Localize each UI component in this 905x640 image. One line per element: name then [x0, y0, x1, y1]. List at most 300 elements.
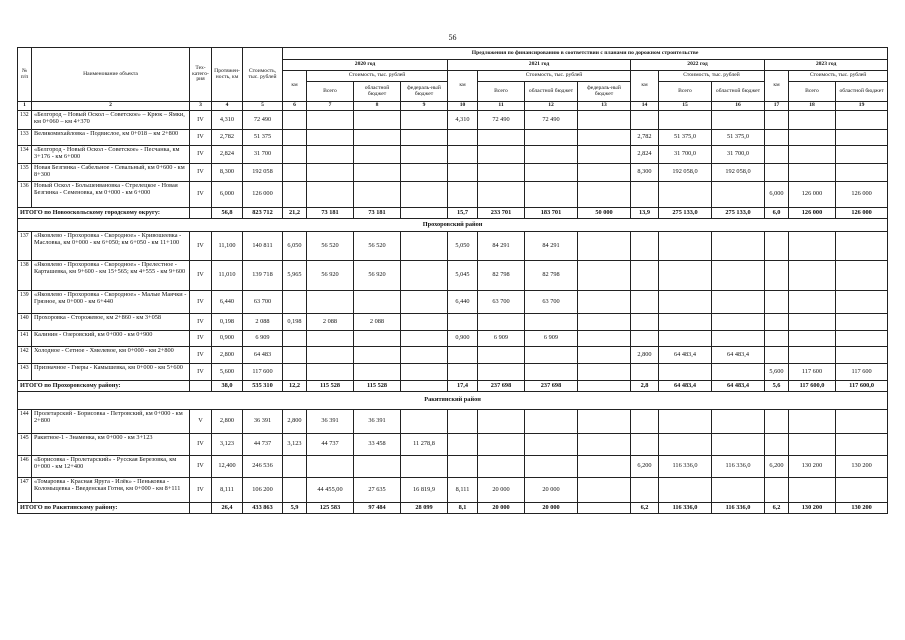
- table-row: [18, 410, 888, 434]
- table-cell: 5,050: [448, 232, 478, 261]
- total-cell: [190, 208, 212, 219]
- table-cell: 6,200: [765, 456, 789, 478]
- total-cell: 13,9: [631, 208, 659, 219]
- total-cell: [578, 503, 631, 514]
- row-number: 135: [18, 164, 32, 182]
- table-cell: 11,100: [212, 232, 243, 261]
- table-cell: [765, 164, 789, 182]
- table-cell: 5,600: [765, 364, 789, 381]
- column-number: 14: [631, 102, 659, 111]
- table-cell: [283, 456, 307, 478]
- table-cell: [307, 364, 354, 381]
- table-cell: [789, 410, 836, 434]
- table-cell: [765, 146, 789, 164]
- table-cell: [712, 261, 765, 291]
- total-cell: 433 863: [243, 503, 283, 514]
- table-cell: IV: [190, 111, 212, 130]
- table-cell: [789, 434, 836, 456]
- header-km-2020: км: [283, 71, 307, 102]
- total-cell: 125 583: [307, 503, 354, 514]
- total-cell: 15,7: [448, 208, 478, 219]
- table-cell: [836, 111, 888, 130]
- table-cell: 72 490: [243, 111, 283, 130]
- table-cell: V: [190, 410, 212, 434]
- total-cell: 237 698: [525, 381, 578, 392]
- table-cell: 117 600: [789, 364, 836, 381]
- header-proposals: Предложения по финансированию в соответствии с планами по дорожном строительстве: [283, 48, 888, 60]
- table-cell: 12,400: [212, 456, 243, 478]
- table-cell: 126 000: [789, 182, 836, 208]
- table-cell: 63 700: [525, 291, 578, 314]
- object-name: «Яковлево - Прохоровка - Скородное» - Кривошеевка - Масловка, км 0+000 - км 6+050; км 6+050 - км 11+100: [32, 232, 190, 261]
- table-cell: [712, 478, 765, 503]
- table-cell: [401, 111, 448, 130]
- table-cell: 27 635: [354, 478, 401, 503]
- object-name: Ракитное-1 - Знаменка, км 0+000 - км 3+123: [32, 434, 190, 456]
- table-cell: [478, 347, 525, 364]
- table-cell: 2,824: [212, 146, 243, 164]
- table-cell: [478, 164, 525, 182]
- table-cell: 117 600: [836, 364, 888, 381]
- table-cell: [307, 164, 354, 182]
- table-cell: [478, 434, 525, 456]
- table-cell: IV: [190, 261, 212, 291]
- table-cell: [789, 478, 836, 503]
- total-cell: 275 133,0: [712, 208, 765, 219]
- table-cell: [525, 314, 578, 331]
- table-cell: [789, 314, 836, 331]
- table-cell: 36 391: [354, 410, 401, 434]
- table-cell: [525, 456, 578, 478]
- table-cell: [354, 182, 401, 208]
- table-cell: [789, 146, 836, 164]
- road-construction-table: [17, 47, 888, 514]
- table-cell: 72 490: [525, 111, 578, 130]
- total-cell: 275 133,0: [659, 208, 712, 219]
- table-cell: 31 700,0: [659, 146, 712, 164]
- total-cell: 6,2: [765, 503, 789, 514]
- table-cell: [659, 478, 712, 503]
- column-number: 3: [190, 102, 212, 111]
- header-regional-2023: областной бюджет: [836, 82, 888, 102]
- table-cell: 2,800: [631, 347, 659, 364]
- table-cell: [836, 314, 888, 331]
- table-cell: IV: [190, 291, 212, 314]
- table-cell: [478, 456, 525, 478]
- table-cell: 8,300: [212, 164, 243, 182]
- table-cell: 6,000: [765, 182, 789, 208]
- column-number: 2: [32, 102, 190, 111]
- object-name: Новая Безгинка - Сабельное - Севальный, км 0+600 - км 8+300: [32, 164, 190, 182]
- table-cell: [631, 410, 659, 434]
- table-cell: 36 391: [307, 410, 354, 434]
- table-cell: [712, 182, 765, 208]
- row-number: 139: [18, 291, 32, 314]
- header-year-2022: 2022 год: [631, 60, 765, 71]
- object-name: Калинин - Озеровский, км 0+000 - км 0+900: [32, 331, 190, 347]
- header-total-2020: Всего: [307, 82, 354, 102]
- table-cell: IV: [190, 478, 212, 503]
- table-cell: [836, 434, 888, 456]
- table-cell: [578, 347, 631, 364]
- table-cell: [765, 314, 789, 331]
- table-cell: [789, 232, 836, 261]
- table-cell: [765, 331, 789, 347]
- table-cell: 64 483,4: [659, 347, 712, 364]
- table-cell: [836, 261, 888, 291]
- table-cell: [354, 291, 401, 314]
- table-cell: [836, 347, 888, 364]
- table-cell: [836, 331, 888, 347]
- table-row: [18, 182, 888, 208]
- table-cell: [836, 130, 888, 146]
- table-row: [18, 314, 888, 331]
- table-cell: 82 798: [478, 261, 525, 291]
- table-cell: 31 700,0: [712, 146, 765, 164]
- table-cell: [448, 314, 478, 331]
- total-row: [18, 503, 888, 514]
- total-cell: 116 336,0: [659, 503, 712, 514]
- header-total-2022: Всего: [659, 82, 712, 102]
- total-cell: 115 528: [307, 381, 354, 392]
- table-cell: 6,200: [631, 456, 659, 478]
- object-name: Пролетарский - Борисовка - Петровский, км 0+000 - км 2+800: [32, 410, 190, 434]
- total-cell: 26,4: [212, 503, 243, 514]
- total-cell: 116 336,0: [712, 503, 765, 514]
- table-cell: 140 811: [243, 232, 283, 261]
- table-cell: [307, 291, 354, 314]
- table-cell: [525, 364, 578, 381]
- table-cell: 44 737: [243, 434, 283, 456]
- row-number: 142: [18, 347, 32, 364]
- table-cell: [578, 261, 631, 291]
- header-regional-2022: областной бюджет: [712, 82, 765, 102]
- table-cell: 36 391: [243, 410, 283, 434]
- table-cell: 5,965: [283, 261, 307, 291]
- table-cell: [836, 478, 888, 503]
- header-no: № п/п: [18, 48, 32, 102]
- table-cell: [765, 232, 789, 261]
- table-cell: IV: [190, 364, 212, 381]
- table-cell: [401, 146, 448, 164]
- table-cell: [765, 434, 789, 456]
- row-number: 138: [18, 261, 32, 291]
- table-cell: [659, 182, 712, 208]
- table-cell: 44 737: [307, 434, 354, 456]
- total-row: [18, 381, 888, 392]
- table-cell: 72 490: [478, 111, 525, 130]
- table-cell: [448, 410, 478, 434]
- total-cell: 50 000: [578, 208, 631, 219]
- table-row: [18, 434, 888, 456]
- table-cell: 4,310: [212, 111, 243, 130]
- district-heading: Ракитянский район: [18, 392, 888, 410]
- table-cell: [578, 146, 631, 164]
- table-cell: 139 718: [243, 261, 283, 291]
- column-number: 19: [836, 102, 888, 111]
- table-cell: [659, 331, 712, 347]
- header-km-2023: км: [765, 71, 789, 102]
- table-cell: 6,440: [448, 291, 478, 314]
- table-cell: [401, 182, 448, 208]
- table-row: [18, 111, 888, 130]
- header-km-2022: км: [631, 71, 659, 102]
- table-cell: 2,824: [631, 146, 659, 164]
- header-km-2021: км: [448, 71, 478, 102]
- table-cell: [631, 261, 659, 291]
- table-row: [18, 478, 888, 503]
- table-cell: IV: [190, 130, 212, 146]
- table-cell: [765, 291, 789, 314]
- table-cell: [283, 291, 307, 314]
- total-cell: 117 600,0: [789, 381, 836, 392]
- table-cell: [478, 182, 525, 208]
- header-total-2021: Всего: [478, 82, 525, 102]
- table-cell: 84 291: [478, 232, 525, 261]
- table-cell: [789, 347, 836, 364]
- table-cell: 11 278,8: [401, 434, 448, 456]
- total-cell: [190, 381, 212, 392]
- table-cell: 64 483: [243, 347, 283, 364]
- table-cell: 56 920: [354, 261, 401, 291]
- table-cell: 33 458: [354, 434, 401, 456]
- total-cell: 73 181: [354, 208, 401, 219]
- table-cell: [448, 364, 478, 381]
- table-cell: 20 000: [478, 478, 525, 503]
- table-cell: 44 455,00: [307, 478, 354, 503]
- table-cell: IV: [190, 182, 212, 208]
- table-cell: [283, 347, 307, 364]
- total-cell: 5,9: [283, 503, 307, 514]
- header-length: Протяжен-ность, км: [212, 48, 243, 102]
- table-cell: [631, 232, 659, 261]
- row-number: 143: [18, 364, 32, 381]
- table-cell: [525, 434, 578, 456]
- header-year-2021: 2021 год: [448, 60, 631, 71]
- table-cell: 3,123: [212, 434, 243, 456]
- total-label: ИТОГО по Новооскольскому городскому округу:: [18, 208, 190, 219]
- total-cell: 6,2: [631, 503, 659, 514]
- header-category: Тех-катего-рия: [190, 48, 212, 102]
- table-cell: 2,800: [212, 410, 243, 434]
- table-cell: 16 819,9: [401, 478, 448, 503]
- total-cell: 126 000: [789, 208, 836, 219]
- table-cell: 192 058,0: [659, 164, 712, 182]
- object-name: Призначное - Гнеры - Камышевка, км 0+000 - км 5+600: [32, 364, 190, 381]
- table-cell: [283, 146, 307, 164]
- table-cell: [659, 111, 712, 130]
- table-cell: [578, 478, 631, 503]
- table-cell: [631, 434, 659, 456]
- table-cell: [354, 347, 401, 364]
- object-name: «Белгород - Новый Оскол - Советское» - Песчанка, км 3+176 - км 6+000: [32, 146, 190, 164]
- table-cell: [578, 232, 631, 261]
- district-heading: Прохоровский район: [18, 219, 888, 232]
- table-cell: [478, 410, 525, 434]
- row-number: 134: [18, 146, 32, 164]
- table-cell: [765, 478, 789, 503]
- table-cell: 8,111: [448, 478, 478, 503]
- table-cell: [578, 364, 631, 381]
- table-row: [18, 164, 888, 182]
- table-cell: 56 920: [307, 261, 354, 291]
- table-cell: [578, 331, 631, 347]
- table-cell: 6,000: [212, 182, 243, 208]
- table-cell: 20 000: [525, 478, 578, 503]
- table-cell: [836, 146, 888, 164]
- total-cell: 535 310: [243, 381, 283, 392]
- table-cell: [525, 164, 578, 182]
- column-number: 16: [712, 102, 765, 111]
- table-cell: [578, 111, 631, 130]
- table-cell: [765, 130, 789, 146]
- row-number: 136: [18, 182, 32, 208]
- table-cell: [283, 130, 307, 146]
- table-cell: [525, 347, 578, 364]
- table-cell: [631, 331, 659, 347]
- table-row: [18, 364, 888, 381]
- table-cell: [283, 164, 307, 182]
- table-cell: [712, 232, 765, 261]
- table-cell: 82 798: [525, 261, 578, 291]
- table-cell: 0,900: [212, 331, 243, 347]
- table-cell: 64 483,4: [712, 347, 765, 364]
- total-cell: 17,4: [448, 381, 478, 392]
- total-cell: 64 483,4: [712, 381, 765, 392]
- row-number: 145: [18, 434, 32, 456]
- table-cell: 5,600: [212, 364, 243, 381]
- total-cell: 8,1: [448, 503, 478, 514]
- table-cell: 2,782: [631, 130, 659, 146]
- column-number: 8: [354, 102, 401, 111]
- total-cell: 64 483,4: [659, 381, 712, 392]
- table-cell: [478, 146, 525, 164]
- table-cell: [478, 130, 525, 146]
- table-cell: [401, 410, 448, 434]
- table-cell: [448, 164, 478, 182]
- table-row: [18, 347, 888, 364]
- table-cell: [401, 130, 448, 146]
- object-name: «Яковлево - Прохоровка - Скородное» - Малые Маячки - Грязное, км 0+000 - км 6+440: [32, 291, 190, 314]
- table-cell: [478, 314, 525, 331]
- table-cell: [712, 314, 765, 331]
- table-cell: [659, 364, 712, 381]
- row-number: 144: [18, 410, 32, 434]
- table-cell: [659, 434, 712, 456]
- row-number: 137: [18, 232, 32, 261]
- table-cell: IV: [190, 232, 212, 261]
- table-cell: [448, 130, 478, 146]
- column-number: 18: [789, 102, 836, 111]
- object-name: «Томаровка - Красная Яруга - Илёк» - Пеньковка - Коломыцевка - Введенская Готня, км 0+000 - км 8+111: [32, 478, 190, 503]
- table-cell: [283, 182, 307, 208]
- row-number: 147: [18, 478, 32, 503]
- total-cell: 2,8: [631, 381, 659, 392]
- total-cell: [578, 381, 631, 392]
- table-cell: 2,800: [212, 347, 243, 364]
- total-cell: 6,0: [765, 208, 789, 219]
- header-cost-2023: Стоимость, тыс. рублей: [789, 71, 888, 82]
- table-cell: [836, 232, 888, 261]
- column-number: 4: [212, 102, 243, 111]
- total-cell: 5,6: [765, 381, 789, 392]
- table-cell: [354, 111, 401, 130]
- table-row: [18, 146, 888, 164]
- table-cell: [789, 111, 836, 130]
- table-row: [18, 291, 888, 314]
- column-number: 12: [525, 102, 578, 111]
- table-cell: [401, 347, 448, 364]
- table-cell: [659, 410, 712, 434]
- column-number: 9: [401, 102, 448, 111]
- table-cell: 3,123: [283, 434, 307, 456]
- table-cell: [789, 261, 836, 291]
- table-cell: 8,300: [631, 164, 659, 182]
- table-cell: 6,050: [283, 232, 307, 261]
- table-cell: [712, 410, 765, 434]
- table-cell: [712, 364, 765, 381]
- table-cell: 56 520: [354, 232, 401, 261]
- table-cell: [789, 331, 836, 347]
- header-year-2020: 2020 год: [283, 60, 448, 71]
- table-cell: [578, 434, 631, 456]
- header-regional-2020: областной бюджет: [354, 82, 401, 102]
- table-cell: [401, 456, 448, 478]
- table-cell: [401, 164, 448, 182]
- header-total-2023: Всего: [789, 82, 836, 102]
- table-cell: [448, 146, 478, 164]
- table-cell: IV: [190, 314, 212, 331]
- table-cell: 84 291: [525, 232, 578, 261]
- table-cell: [354, 130, 401, 146]
- table-cell: 56 520: [307, 232, 354, 261]
- table-cell: 4,310: [448, 111, 478, 130]
- table-row: [18, 130, 888, 146]
- table-cell: [283, 478, 307, 503]
- table-cell: 117 600: [243, 364, 283, 381]
- total-cell: 56,8: [212, 208, 243, 219]
- object-name: «Яковлево - Прохоровка - Скородное» - Прелестное - Карташевка, км 9+600 - км 15+565; км 4+555 - км 9+600: [32, 261, 190, 291]
- table-cell: 116 336,0: [659, 456, 712, 478]
- total-cell: 115 528: [354, 381, 401, 392]
- row-number: 140: [18, 314, 32, 331]
- object-name: Прохоровка - Сторожевое, км 2+860 - км 3+058: [32, 314, 190, 331]
- total-cell: [401, 208, 448, 219]
- total-cell: 126 000: [836, 208, 888, 219]
- table-cell: [307, 182, 354, 208]
- total-row: [18, 208, 888, 219]
- table-cell: [836, 164, 888, 182]
- table-cell: 0,198: [283, 314, 307, 331]
- total-cell: 183 701: [525, 208, 578, 219]
- column-number: 13: [578, 102, 631, 111]
- object-name: Великомихайловка - Подвислое, км 0+018 – км 2+800: [32, 130, 190, 146]
- table-cell: [401, 314, 448, 331]
- table-cell: 130 200: [789, 456, 836, 478]
- total-cell: 237 698: [478, 381, 525, 392]
- column-number: 17: [765, 102, 789, 111]
- object-name: «Белгород – Новый Оскол – Советское» – Крюк – Ямки, км 0+060 – км 4+370: [32, 111, 190, 130]
- table-cell: 51 375,0: [712, 130, 765, 146]
- table-cell: [401, 261, 448, 291]
- table-cell: [525, 410, 578, 434]
- table-cell: 192 058,0: [712, 164, 765, 182]
- table-cell: [631, 314, 659, 331]
- table-cell: IV: [190, 434, 212, 456]
- table-cell: [401, 291, 448, 314]
- table-cell: IV: [190, 164, 212, 182]
- table-cell: 2,800: [283, 410, 307, 434]
